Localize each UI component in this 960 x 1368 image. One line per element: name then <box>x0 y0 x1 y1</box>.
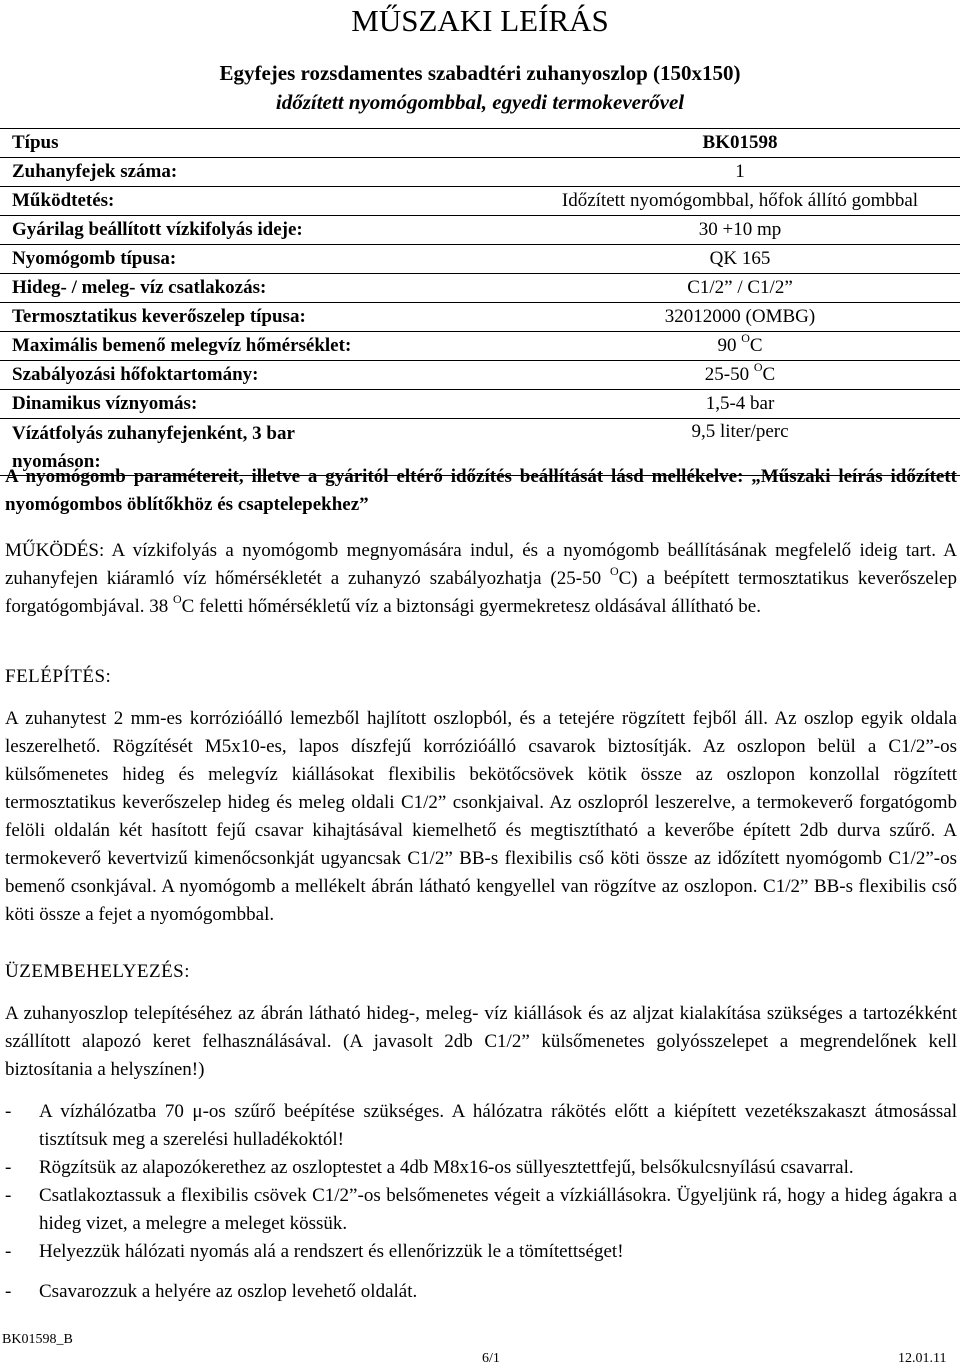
construction-heading: FELÉPÍTÉS: <box>5 666 112 687</box>
operation-text: A vízkifolyás a nyomógomb megnyomására indul, és a nyomógomb beállításának megfelelő ideig tart. A zuhanyfejen kiáramló víz hőmérsékletét a zuhanyzó szabályozhatja (25-50 <box>5 540 957 589</box>
list-item <box>5 1154 957 1182</box>
spec-row <box>0 158 960 187</box>
spec-value: Időzített nyomógombbal, hőfok állító gombbal <box>561 190 919 211</box>
spec-value: QK 165 <box>709 248 771 269</box>
spec-value: 30 +10 mp <box>698 219 782 240</box>
list-item-text: A vízhálózatba 70 μ-os szűrő beépítése szükséges. A hálózatra rákötés előtt a kiépített vezetékszakaszt átmosással tisztítsuk meg a szerelési hulladékoktól! <box>39 1101 957 1150</box>
spec-row <box>0 245 960 274</box>
spec-row <box>0 361 960 390</box>
document-code: BK01598_B <box>2 1332 73 1347</box>
document-date: 12.01.11 <box>898 1351 947 1366</box>
operation-text: C) a beépített termosztatikus keverőszelep forgatógombjával. 38 <box>5 568 957 617</box>
list-item <box>5 1278 957 1306</box>
bullet-dash: - <box>5 1281 12 1302</box>
spec-label: Dinamikus víznyomás: <box>12 393 198 414</box>
list-item <box>5 1098 957 1154</box>
list-item-text: Csavarozzuk a helyére az oszlop levehető oldalát. <box>39 1281 418 1302</box>
list-item-text: Csatlakoztassuk a flexibilis csövek C1/2”-os belsőmenetes végeit a vízkiállásokra. Ügyeljünk rá, hogy a hideg ágakra a hideg vizet, a melegre a meleget kössük. <box>39 1185 957 1234</box>
product-subtitle: Egyfejes rozsdamentes szabadtéri zuhanyoszlop (150x150) <box>219 61 741 85</box>
spec-value-number: 90 <box>717 335 737 356</box>
installation-steps <box>5 1098 957 1306</box>
spec-label: Termosztatikus keverőszelep típusa: <box>12 306 306 327</box>
spec-value-unit: C <box>749 335 763 356</box>
spec-row <box>0 129 960 158</box>
spec-value: 1 <box>735 161 745 182</box>
spec-row <box>0 274 960 303</box>
construction-text: A zuhanytest 2 mm-es korrózióálló lemezből hajlított oszlopból, és a tetejére rögzített fejből áll. Az oszlop egyik oldala leszerelhető. Rögzítését M5x10-es, lapos díszfejű korrózióálló csavarok biztosítják. Az oszlopon belül a C1/2”-os külsőmenetes hideg és melegvíz kiállásokat flexibilis bekötőcsövek kötik össze az oszlopon konzollal rögzített termosztatikus keverőszelep hideg és meleg oldali C1/2” csonkjaival. Az oszlopról leszerelve, a termokeverő forgatógomb felöli oldalán két hasított fejű csavar kihajtásával kiemelhető és megtisztítható a keverőbe épített 2db durva szűrő. A termokeverő kevertvizű kimenőcsonkját ugyancsak C1/2” BB-s flexibilis cső köti össze az időzített nyomógomb C1/2”-os bemenő csonkjával. A nyomógomb a mellékelt ábrán látható kengyellel van rögzítve az oszlopon. C1/2” BB-s flexibilis cső köti össze a fejet a nyomógombbal. <box>5 708 957 925</box>
list-item-text: Rögzítsük az alapozókerethez az oszloptestet a 4db M8x16-os süllyesztettfejű, belsőkulcsnyílású csavarral. <box>39 1157 854 1178</box>
spec-label: Szabályozási hőfoktartomány: <box>12 364 259 385</box>
spec-row <box>0 303 960 332</box>
spec-value: 9,5 liter/perc <box>691 421 789 442</box>
operation-text: C feletti hőmérsékletű víz a biztonsági gyermekretesz oldásával állítható be. <box>181 596 761 617</box>
list-item <box>5 1238 957 1266</box>
degree-sign: O <box>609 563 619 578</box>
spec-label: Típus <box>12 132 59 153</box>
page-number: 6/1 <box>482 1351 500 1366</box>
spec-table <box>0 128 960 476</box>
spec-label: Nyomógomb típusa: <box>12 248 177 269</box>
operation-section <box>5 537 957 621</box>
spec-value: C1/2” / C1/2” <box>687 277 793 298</box>
spec-value: 32012000 (OMBG) <box>664 306 816 327</box>
spec-value: 1,5-4 bar <box>705 393 775 414</box>
installation-heading: ÜZEMBEHELYEZÉS: <box>5 961 191 982</box>
spec-value <box>440 330 960 359</box>
spec-label: Gyárilag beállított vízkifolyás ideje: <box>12 219 303 240</box>
spec-value-number: 25-50 <box>704 364 750 385</box>
spec-label: Vízátfolyás zuhanyfejenként, 3 bar nyomáson: <box>12 423 295 472</box>
spec-label: Hideg- / meleg- víz csatlakozás: <box>12 277 267 298</box>
spec-row <box>0 216 960 245</box>
spec-label: Zuhanyfejek száma: <box>12 161 178 182</box>
degree-sign: O <box>172 591 182 606</box>
degree-sign: O <box>741 330 750 345</box>
installation-text: A zuhanyoszlop telepítéséhez az ábrán látható hideg-, meleg- víz kiállások és az aljzat kialakítása szükséges a tartozékként szállított alapozó keret felhasználásával. (A javasolt 2db C1/2” külsőmenetes golyósszelepet a megrendelőnek kell biztosítania a helyszínen!) <box>5 1003 957 1080</box>
list-item <box>5 1182 957 1238</box>
degree-sign: O <box>753 359 763 374</box>
spec-label: Működtetés: <box>12 190 115 211</box>
operation-heading: MŰKÖDÉS: <box>5 540 105 561</box>
bullet-dash: - <box>5 1101 12 1122</box>
spec-row <box>0 332 960 361</box>
reference-note: A nyomógomb paramétereit, illetve a gyáritól eltérő időzítés beállítását lásd mellékelve: „Műszaki leírás időzített nyomógombos öblítőkhöz és csaptelepekhez” <box>5 466 957 515</box>
spec-value <box>440 359 960 388</box>
bullet-dash: - <box>5 1241 12 1262</box>
product-subtitle-secondary: időzített nyomógombbal, egyedi termokeverővel <box>275 90 685 114</box>
spec-row <box>0 390 960 419</box>
spec-label: Maximális bemenő melegvíz hőmérséklet: <box>12 335 352 356</box>
bullet-dash: - <box>5 1185 12 1206</box>
spec-value-unit: C <box>762 364 776 385</box>
list-item-text: Helyezzük hálózati nyomás alá a rendszert és ellenőrizzük le a tömítettséget! <box>39 1241 624 1262</box>
spec-row <box>0 187 960 216</box>
bullet-dash: - <box>5 1157 12 1178</box>
spec-value: BK01598 <box>702 132 778 153</box>
document-title: MŰSZAKI LEÍRÁS <box>351 3 609 38</box>
